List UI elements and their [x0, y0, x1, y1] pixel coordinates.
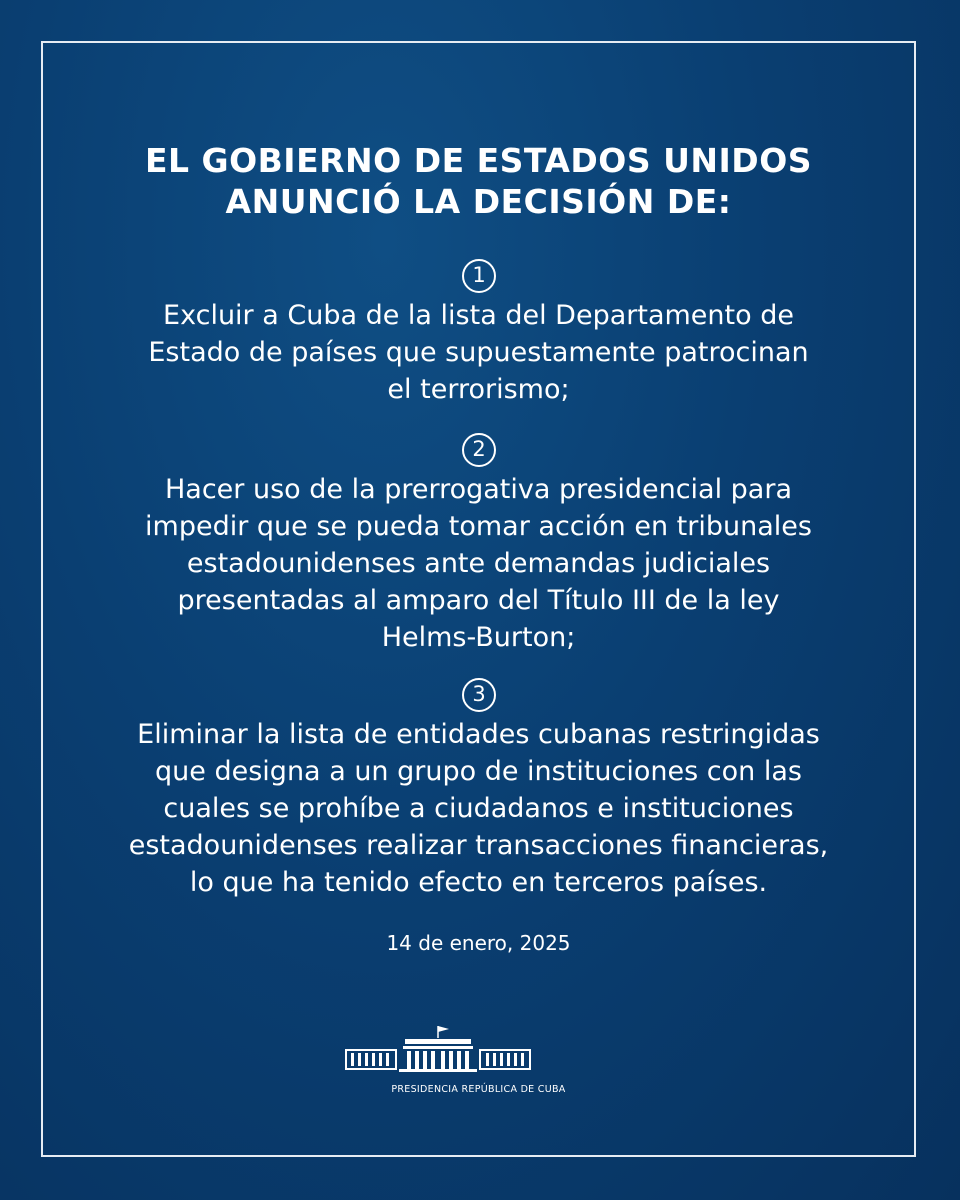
item-text-1: Excluir a Cuba de la lista del Departamento de Estado de países que supuestamente patrocinan el terrorismo;: [148, 300, 809, 405]
item-number-3: 3: [462, 678, 496, 712]
palace-icon: [343, 1022, 533, 1102]
announcement-title: EL GOBIERNO DE ESTADOS UNIDOS ANUNCIÓ LA DECISIÓN DE:: [144, 141, 813, 221]
item-number-1: 1: [462, 259, 496, 293]
item-text-3: Eliminar la lista de entidades cubanas restringidas que designa a un grupo de instituciones con las cuales se prohíbe a ciudadanos e instituciones estadounidenses realizar transacciones financieras, lo que ha tenido efecto en terceros países.: [128, 719, 829, 898]
item-text-2: Hacer uso de la prerrogativa presidencial para impedir que se pueda tomar acción en tribunales estadounidenses ante demandas judiciales presentadas al amparo del Título III de la ley Helms-Burton;: [145, 474, 812, 653]
item-number-2: 2: [462, 433, 496, 467]
announcement-date: 14 de enero, 2025: [386, 931, 571, 955]
logo-text: PRESIDENCIA REPÚBLICA DE CUBA: [391, 1084, 566, 1095]
